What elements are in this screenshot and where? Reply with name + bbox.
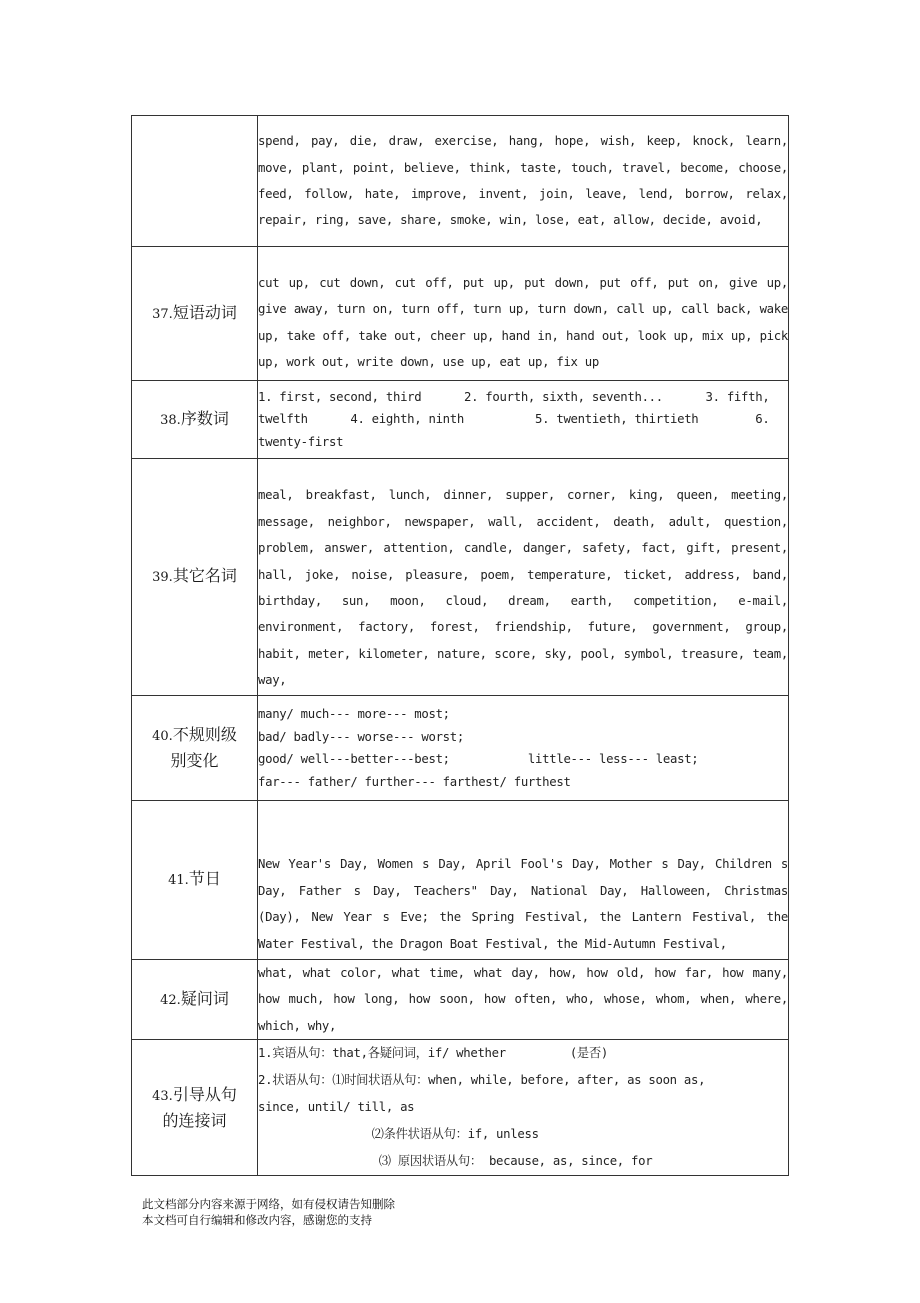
clause-note: (是否) bbox=[569, 1046, 609, 1061]
holiday-list: New Year's Day, Women s Day, April Fool's Day, Mother s Day, Children s Day, Father s Day, Teachers" Day, National Day, Halloween, Christmas (Day), New Year s Eve; the Spring Festival, the Lantern Festival, the Water Festival, the Dragon Boat Festival, the Mid-Autumn Festival, bbox=[258, 801, 789, 960]
row-number: 37. bbox=[152, 306, 173, 322]
table-row bbox=[132, 1040, 789, 1176]
clause-type: 1.宾语从句： bbox=[258, 1046, 333, 1061]
row-label-connectives bbox=[132, 1040, 258, 1176]
row-title: 序数词 bbox=[180, 408, 229, 428]
row-number: 42. bbox=[160, 992, 181, 1008]
row-label-question-words bbox=[132, 960, 258, 1040]
table-row bbox=[132, 459, 789, 696]
document-footer bbox=[142, 1196, 395, 1228]
row-title: 不规则级 bbox=[172, 725, 237, 744]
row-label-other-nouns bbox=[132, 459, 258, 696]
phrasal-verb-list: cut up, cut down, cut off, put up, put down, put off, put on, give up, give away, turn on, turn off, turn up, turn down, call up, call back, wake up, take off, take out, cheer up, hand in, hand out, look up, mix up, pick up, work out, write down, use up, eat up, fix up bbox=[258, 247, 789, 381]
row-label-ordinals bbox=[132, 381, 258, 459]
clause-note: 各疑问词， bbox=[367, 1046, 428, 1061]
row-title: 其它名词 bbox=[172, 566, 237, 585]
noun-list: meal, breakfast, lunch, dinner, supper, corner, king, queen, meeting, message, neighbor, newspaper, wall, accident, death, adult, question, problem, answer, attention, candle, danger, safety, fact, gift, present, hall, joke, noise, pleasure, poem, temperature, ticket, address, band, birthday, sun, moon, cloud, dream, earth, competition, e-mail, environment, factory, forest, friendship, future, government, group, habit, meter, kilometer, nature, score, sky, pool, symbol, treasure, team, way, bbox=[258, 459, 789, 696]
vocabulary-table bbox=[131, 115, 789, 1176]
irregular-comparison-list: many/ much--- more--- most; bad/ badly--- worse--- worst; good/ well---better---best; little--- less--- least; far--- father/ further--- farthest/ furthest bbox=[258, 696, 789, 801]
time-clause-continuation bbox=[258, 1094, 788, 1121]
table-row bbox=[132, 247, 789, 381]
footer-line: 本文档可自行编辑和修改内容，感谢您的支持 bbox=[142, 1213, 372, 1227]
connective-words: if, unless bbox=[467, 1127, 539, 1142]
row-title: 短语动词 bbox=[172, 302, 237, 322]
condition-clause-line bbox=[258, 1121, 788, 1148]
table-row bbox=[132, 381, 789, 459]
connective-words: when, while, before, after, as soon as, bbox=[428, 1073, 706, 1088]
table-row bbox=[132, 696, 789, 801]
row-number: 39. bbox=[152, 570, 173, 585]
row-title-line2: 别变化 bbox=[170, 751, 219, 770]
row-label-holidays bbox=[132, 801, 258, 960]
footer-line: 此文档部分内容来源于网络，如有侵权请告知删除 bbox=[142, 1197, 395, 1211]
row-title: 疑问词 bbox=[180, 988, 229, 1008]
row-title: 节日 bbox=[188, 869, 221, 888]
row-title-line2: 的连接词 bbox=[162, 1110, 227, 1130]
row-number: 40. bbox=[152, 729, 173, 744]
reason-clause-line bbox=[258, 1148, 788, 1175]
row-number: 38. bbox=[160, 412, 181, 428]
row-label-irregular-comparison bbox=[132, 696, 258, 801]
object-clause-line bbox=[258, 1040, 788, 1067]
row-label-phrasal-verbs bbox=[132, 247, 258, 381]
connective-words: if/ whether bbox=[427, 1046, 570, 1061]
question-word-list: what, what color, what time, what day, how, how old, how far, how many, how much, how long, how soon, how often, who, whose, whom, when, where, which, why, bbox=[258, 960, 789, 1040]
verb-list: spend, pay, die, draw, exercise, hang, hope, wish, keep, knock, learn, move, plant, point, believe, think, taste, touch, travel, become, choose, feed, follow, hate, improve, invent, join, leave, lend, borrow, relax, repair, ring, save, share, smoke, win, lose, eat, allow, decide, avoid, bbox=[258, 116, 789, 247]
row-number: 43. bbox=[152, 1088, 173, 1104]
clause-type: ⑶ 原因状语从句： bbox=[258, 1154, 482, 1169]
table-row bbox=[132, 116, 789, 247]
ordinal-list: 1. first, second, third 2. fourth, sixth, seventh... 3. fifth, twelfth 4. eighth, ninth 5. twentieth, thirtieth 6. twenty-first bbox=[258, 381, 789, 459]
adverbial-clause-line bbox=[258, 1067, 788, 1094]
table-row bbox=[132, 960, 789, 1040]
connective-words: because, as, since, for bbox=[481, 1154, 653, 1169]
connective-words: since, until/ till, as bbox=[258, 1100, 415, 1115]
row-title: 引导从句 bbox=[172, 1084, 237, 1104]
clause-type: ⑵条件状语从句： bbox=[258, 1127, 468, 1142]
clause-type: 2.状语从句：⑴时间状语从句： bbox=[258, 1073, 429, 1088]
connective-list bbox=[258, 1040, 789, 1176]
row-label bbox=[132, 116, 258, 247]
table-row bbox=[132, 801, 789, 960]
connective-words: that, bbox=[332, 1046, 368, 1061]
row-number: 41. bbox=[168, 873, 189, 888]
